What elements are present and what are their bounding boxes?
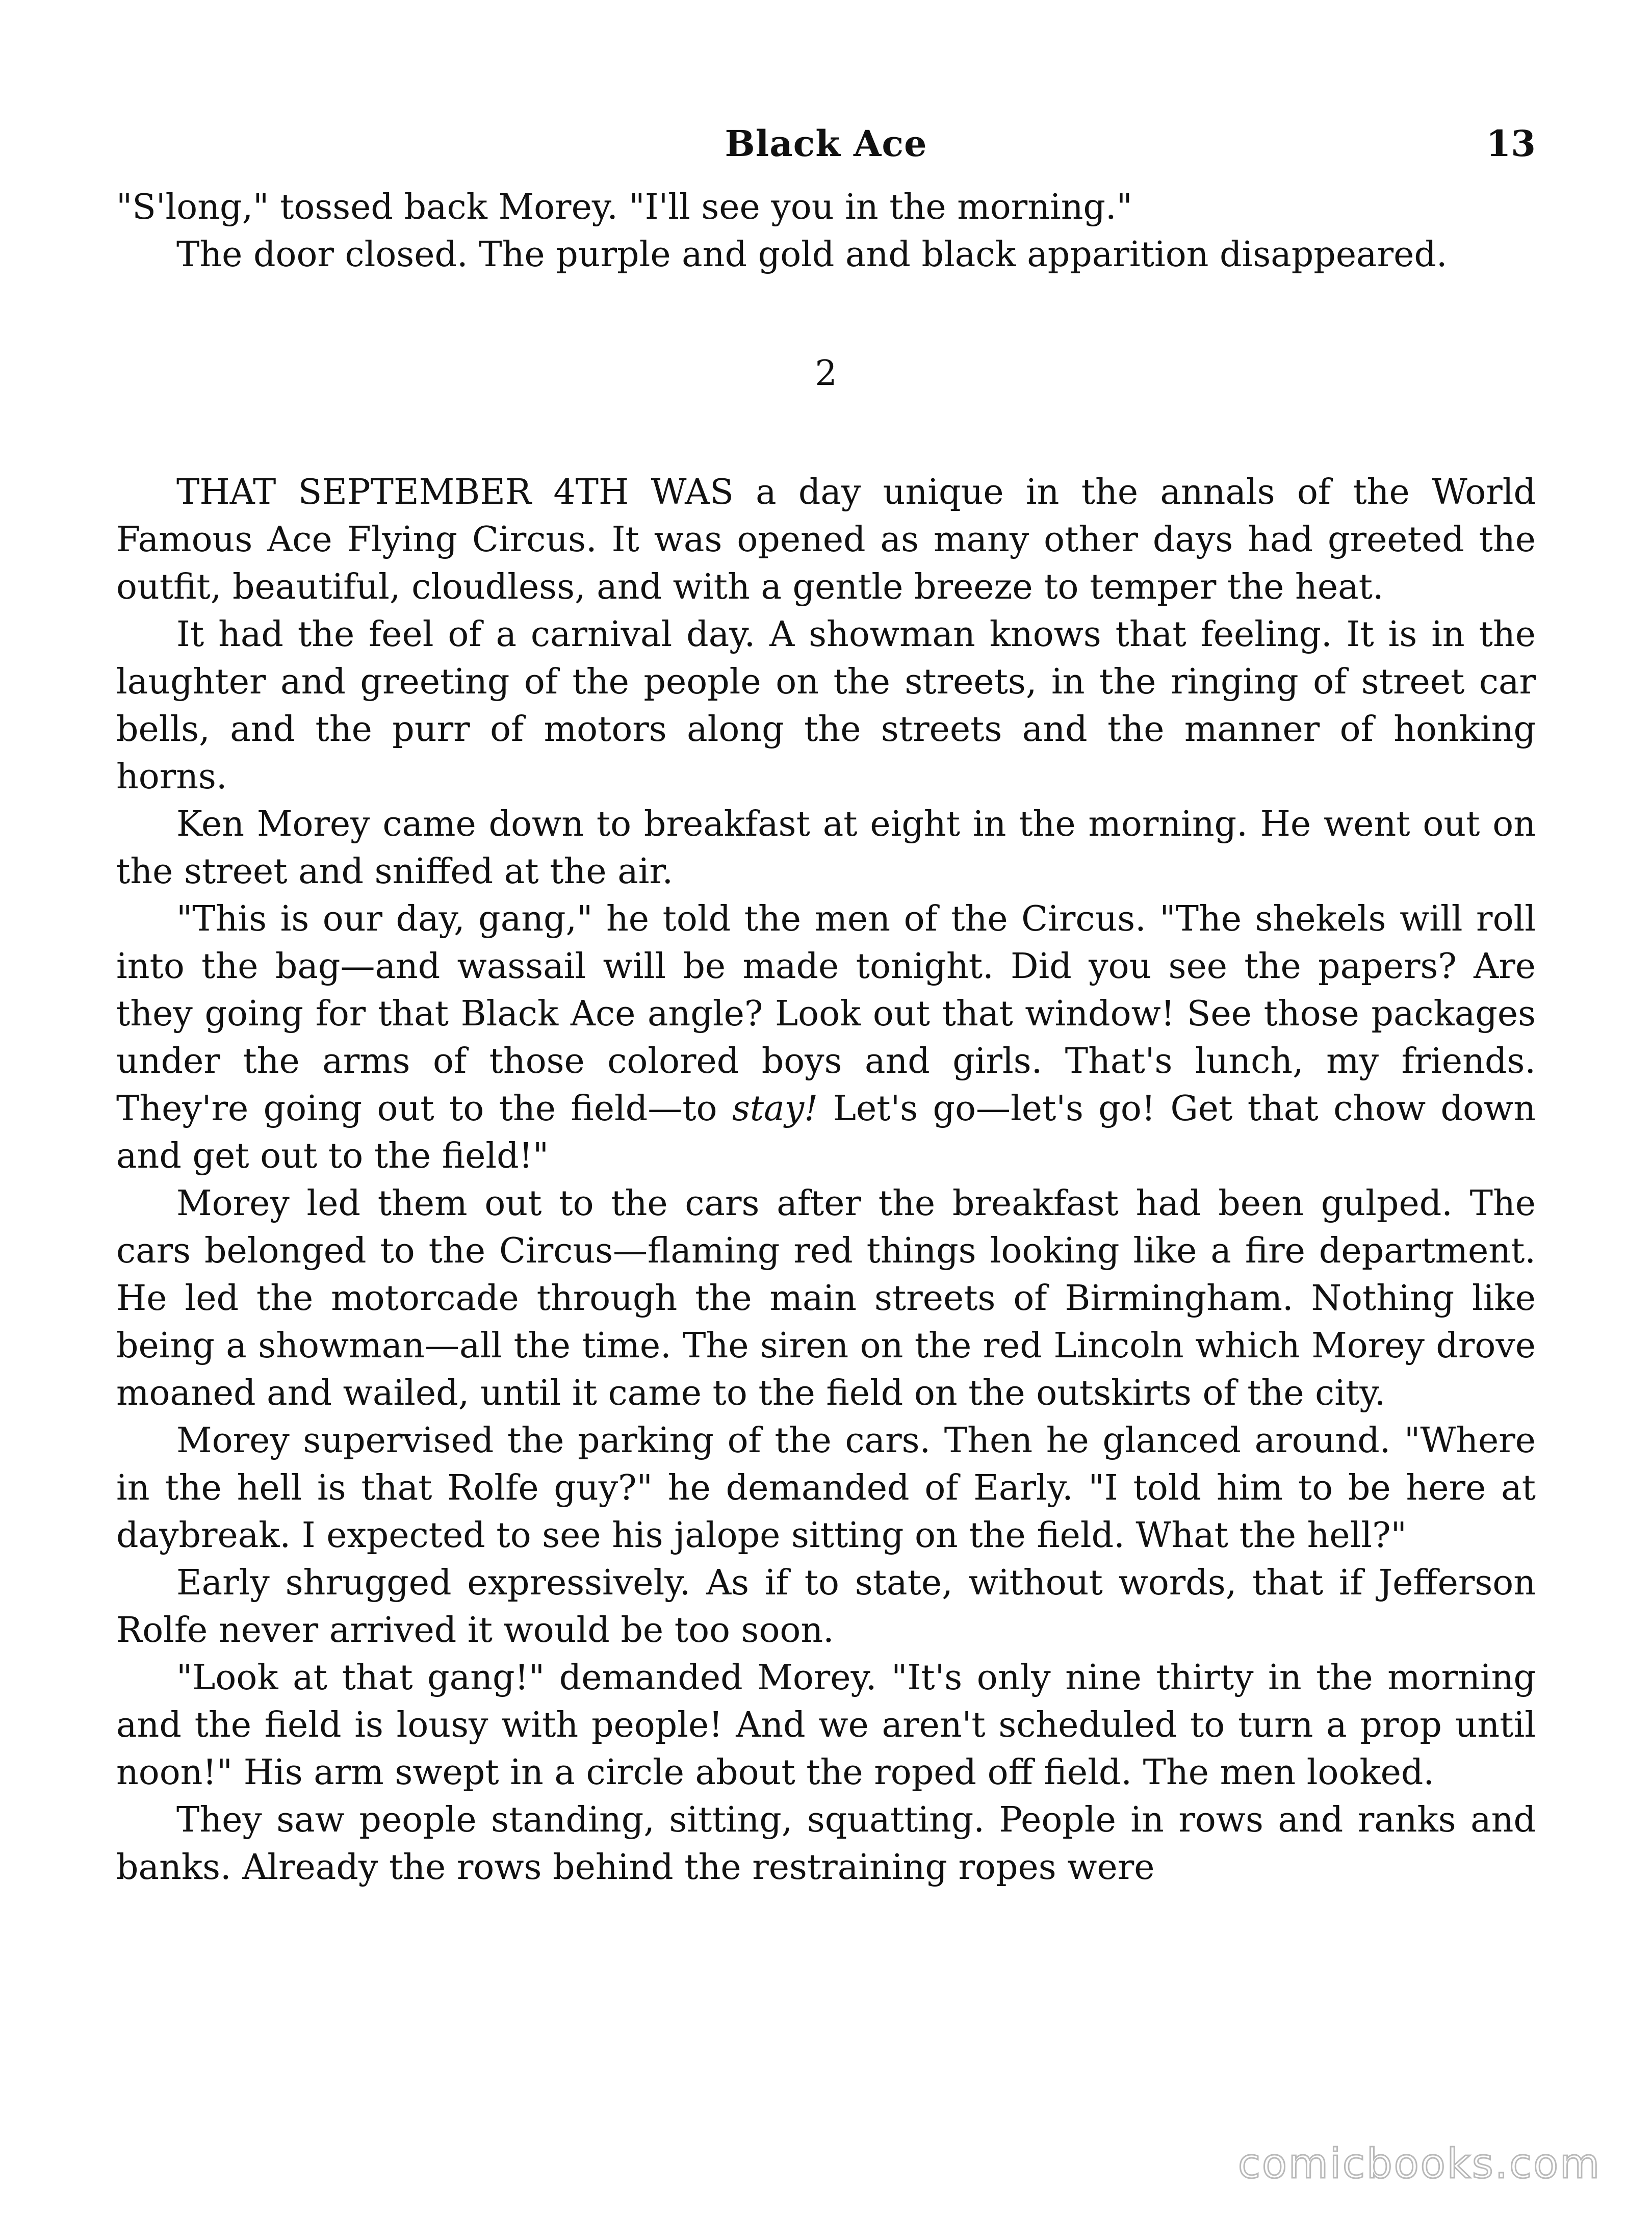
running-title: Black Ace	[725, 122, 927, 165]
paragraph: They saw people standing, sitting, squatting. People in rows and ranks and banks. Already the rows behind the restraining ropes were	[116, 1800, 1536, 1888]
running-head	[116, 122, 1536, 184]
paragraph: It had the feel of a carnival day. A showman knows that feeling. It is in the laughter and greeting of the people on the streets, in the ringing of street car bells, and the purr of motors along the streets and the manner of honking horns.	[116, 614, 1536, 797]
paragraph: Morey led them out to the cars after the breakfast had been gulped. The cars belonged to the Circus—flaming red things looking like a fire department. He led the motorcade through the main streets of Birmingham. Nothing like being a showman—all the time. The siren on the red Lincoln which Morey drove moaned and wailed, until it came to the field on the outskirts of the city.	[116, 1183, 1536, 1413]
body-text	[116, 184, 1536, 1891]
italic-emphasis: stay!	[732, 1089, 818, 1129]
paragraph: The door closed. The purple and gold and black apparition disappeared.	[176, 235, 1448, 275]
chapter-number: 2	[815, 353, 837, 394]
paragraph	[116, 895, 1536, 1180]
paragraph: "Look at that gang!" demanded Morey. "It's only nine thirty in the morning and the field is lousy with people! And we aren't scheduled to turn a prop until noon!" His arm swept in a circle about the roped off field. The men looked.	[116, 1658, 1536, 1793]
watermark: comicbooks.com	[1237, 2140, 1601, 2187]
book-page	[116, 122, 1536, 1891]
paragraph: THAT SEPTEMBER 4TH WAS a day unique in the annals of the World Famous Ace Flying Circus. It was opened as many other days had greeted the outfit, beautiful, cloudless, and with a gentle breeze to temper the heat.	[116, 472, 1536, 607]
paragraph: Ken Morey came down to breakfast at eight in the morning. He went out on the street and sniffed at the air.	[116, 804, 1536, 892]
paragraph-text: "This is our day, gang," he told the men of the Circus. "The shekels will roll into the bag—and wassail will be made tonight. Did you see the papers? Are they going for that Black Ace angle? Look out that window! See those packages under the arms of those colored boys and girls. That's lunch, my friends. They're going out to the field—to	[116, 899, 1536, 1129]
paragraph-text: Let's go—let's go! Get that chow down and get out to the field!"	[116, 1089, 1536, 1176]
paragraph: Morey supervised the parking of the cars. Then he glanced around. "Where in the hell is that Rolfe guy?" he demanded of Early. "I told him to be here at daybreak. I expected to see his jalope sitting on the field. What the hell?"	[116, 1421, 1536, 1556]
paragraph: "S'long," tossed back Morey. "I'll see you in the morning."	[116, 187, 1132, 227]
page-number: 13	[1486, 122, 1536, 165]
paragraph: Early shrugged expressively. As if to state, without words, that if Jefferson Rolfe never arrived it would be too soon.	[116, 1563, 1536, 1650]
